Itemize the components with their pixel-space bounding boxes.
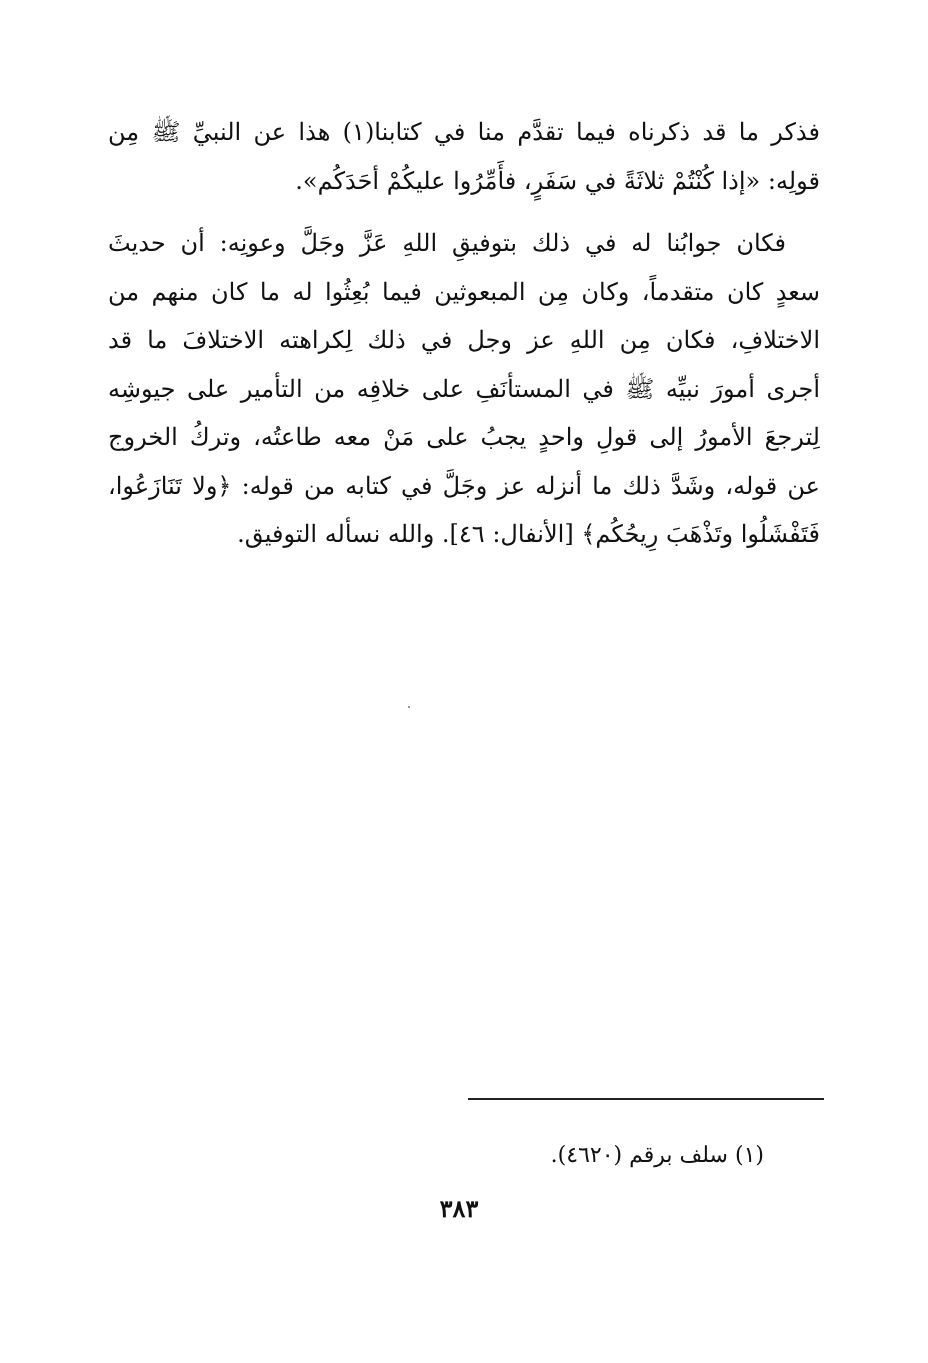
text-line: فكان جوابُنا له في ذلك بتوفيقِ اللهِ عَزَّ وجَلَّ وعونِه: أن حديثَ bbox=[108, 229, 786, 257]
paragraph-spacer bbox=[108, 205, 820, 219]
main-text bbox=[108, 108, 820, 559]
footnote-separator bbox=[468, 1098, 824, 1100]
text-line: سعدٍ كان متقدماً، وكان مِن المبعوثين فيما بُعِثُوا له ما كان منهم من bbox=[108, 277, 820, 306]
scan-speck bbox=[408, 706, 410, 708]
text-line: لِترجعَ الأمورُ إلى قولِ واحدٍ يجبُ على مَنْ معه طاعتُه، وتركُ الخروج bbox=[108, 423, 820, 451]
text-line: فذكر ما قد ذكرناه فيما تقدَّم منا في كتابنا(١) هذا عن النبيِّ ﷺ مِن bbox=[108, 118, 820, 146]
page-number: ٣٨٣ bbox=[439, 1194, 479, 1223]
text-line: عن قوله، وشَدَّ ذلك ما أنزله عز وجَلَّ في كتابه من قوله: ﴿ولا تَنَازَعُوا، bbox=[108, 471, 820, 500]
text-line: قولِه: «إذا كُنْتُمْ ثلاثَةً في سَفَرٍ، فأَمِّرُوا عليكُمْ أحَدَكُم». bbox=[295, 166, 820, 195]
paragraph-1 bbox=[108, 108, 820, 205]
text-line: فَتَفْشَلُوا وتَذْهَبَ رِيحُكُم﴾ [الأنفال: ٤٦]. والله نسأله التوفيق. bbox=[237, 520, 820, 548]
text-line: الاختلافِ، فكان مِن اللهِ عز وجل في ذلك لِكراهته الاختلافَ ما قد bbox=[108, 326, 820, 354]
paragraph-2 bbox=[108, 219, 820, 559]
footnote: (١) سلف برقم (٤٦٢٠). bbox=[550, 1143, 764, 1168]
text-line: أجرى أمورَ نبيِّه ﷺ في المستأنَفِ على خلافِه من التأمير على جيوشِه bbox=[108, 374, 820, 403]
